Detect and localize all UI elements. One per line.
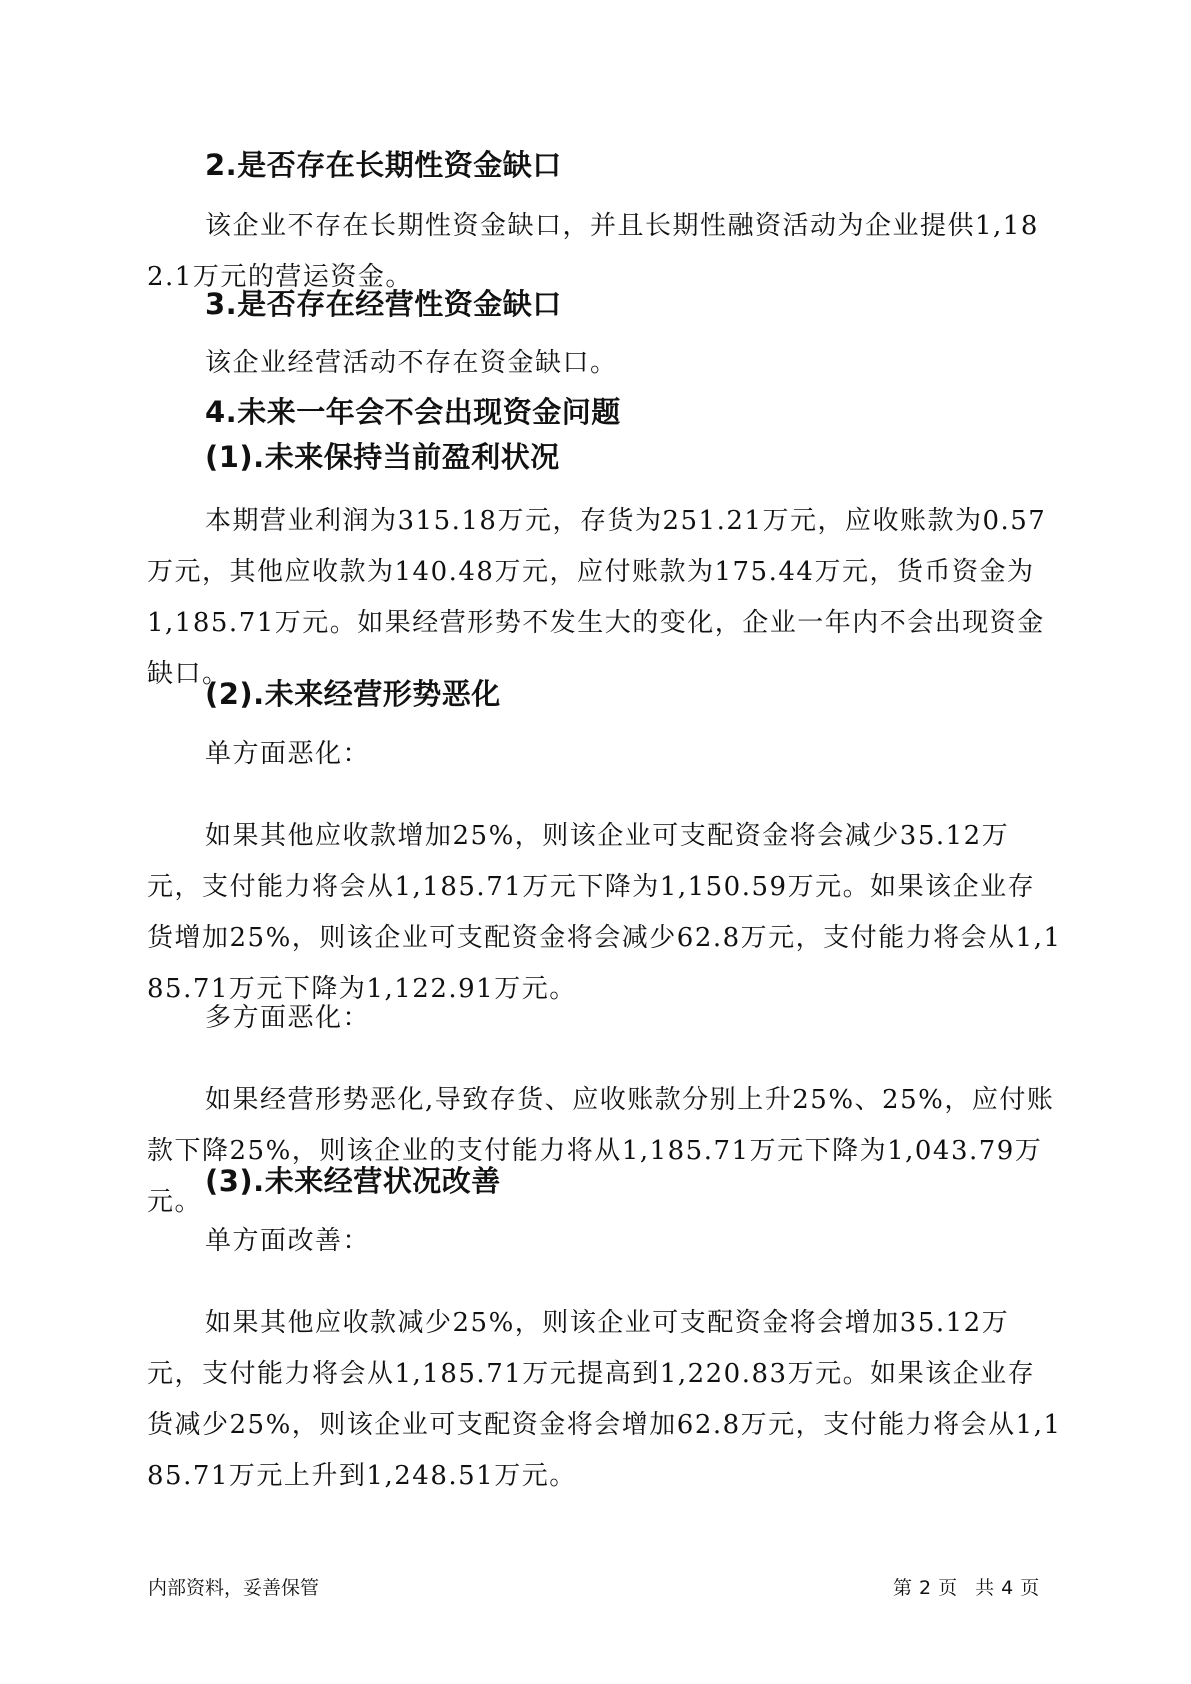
subsection-1-paragraph: 本期营业利润为315.18万元，存货为251.21万元，应收账款为0.57万元，其他应收款为140.48万元，应付账款为175.44万元，货币资金为1,185.71万元。如果经营形势不发生大的变化，企业一年内不会出现资金缺口。 <box>147 506 1047 689</box>
subsection-2-single-paragraph: 如果其他应收款增加25%，则该企业可支配资金将会减少35.12万元，支付能力将会从1,185.71万元下降为1,150.59万元。如果该企业存货增加25%，则该企业可支配资金将会减少62.8万元，支付能力将会从1,185.71万元下降为1,122.91万元。 <box>147 821 1062 1004</box>
subsection-2-multi-label: 多方面恶化： <box>205 1003 371 1033</box>
subsection-2-single-label: 单方面恶化： <box>205 739 371 769</box>
page-current: 2 <box>919 1577 932 1599</box>
section-3-heading: 3.是否存在经营性资金缺口 <box>205 287 562 321</box>
subsection-2-multi-paragraph: 如果经营形势恶化,导致存货、应收账款分别上升25%、25%，应付账款下降25%，则该企业的支付能力将从1,185.71万元下降为1,043.79万元。 <box>147 1085 1055 1217</box>
page-mid: 页 <box>938 1577 958 1599</box>
subsection-3-single-paragraph: 如果其他应收款减少25%，则该企业可支配资金将会增加35.12万元，支付能力将会从1,185.71万元提高到1,220.83万元。如果该企业存货减少25%，则该企业可支配资金将会增加62.8万元，支付能力将会从1,185.71万元上升到1,248.51万元。 <box>147 1308 1062 1491</box>
footer-page-number <box>893 1576 1039 1600</box>
section-2-heading: 2.是否存在长期性资金缺口 <box>205 148 562 182</box>
section-3-paragraph: 该企业经营活动不存在资金缺口。 <box>205 348 618 378</box>
page-suffix: 页 <box>1020 1577 1040 1599</box>
section-2-paragraph: 该企业不存在长期性资金缺口，并且长期性融资活动为企业提供1,182.1万元的营运资金。 <box>147 211 1039 292</box>
section-4-heading: 4.未来一年会不会出现资金问题 <box>205 395 621 429</box>
subsection-3-heading: (3).未来经营状况改善 <box>205 1164 501 1198</box>
footer-note: 内部资料，妥善保管 <box>148 1577 320 1599</box>
page-prefix: 第 <box>893 1577 913 1599</box>
subsection-3-single-label: 单方面改善： <box>205 1226 371 1256</box>
page-total: 4 <box>1001 1577 1014 1599</box>
total-prefix: 共 <box>975 1577 995 1599</box>
subsection-1-heading: (1).未来保持当前盈利状况 <box>205 440 560 474</box>
subsection-2-heading: (2).未来经营形势恶化 <box>205 677 501 711</box>
